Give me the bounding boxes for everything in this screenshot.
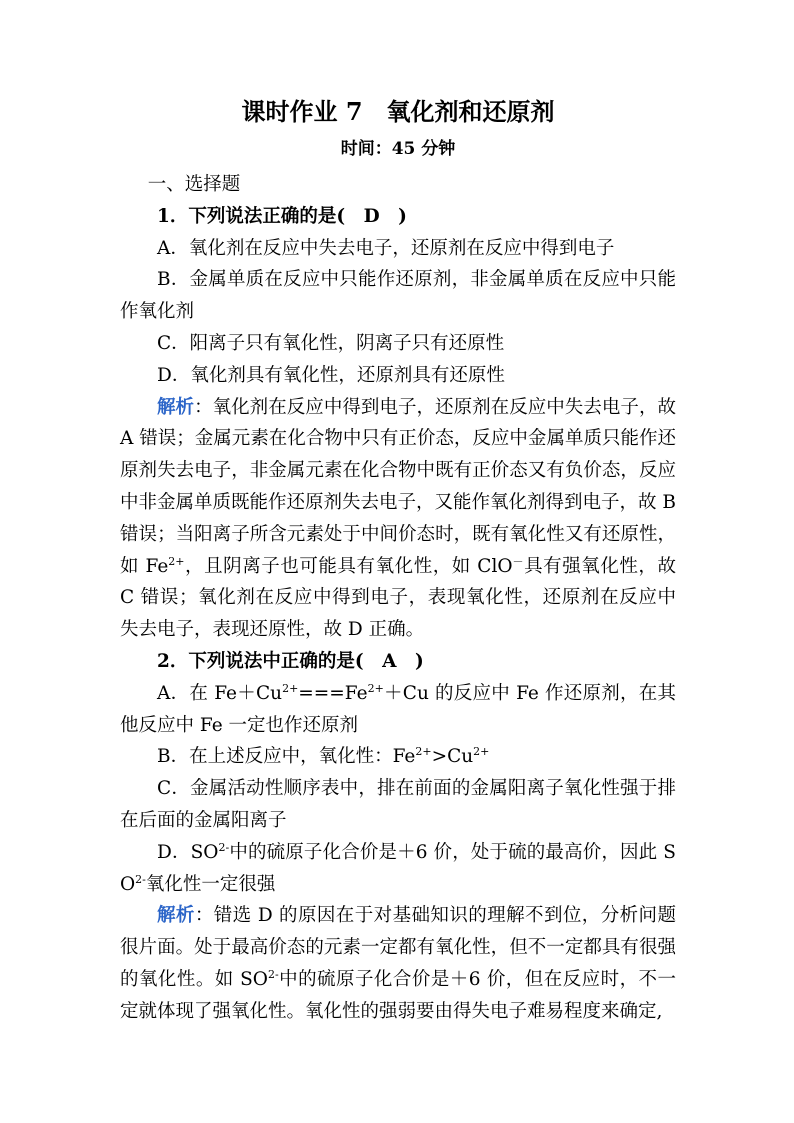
q1-option-b: B．金属单质在反应中只能作还原剂，非金属单质在反应中只能作氧化剂 [120,269,676,323]
q2-d-text-1: D．SO [157,841,219,863]
q1-analysis-label: 解析 [157,396,195,418]
q2-a-sup-1: 2+ [282,681,299,695]
q2-stem-text: 2．下列说法中正确的是( A ) [157,650,424,672]
page-title: 课时作业 7 氧化剂和还原剂 [241,97,555,126]
q2-d-sup-1: 2- [218,840,230,854]
q2-a-text-1: A．在 Fe＋Cu [157,682,283,704]
q2-option-b [120,741,676,773]
q2-analysis-label: 解析 [157,905,195,927]
q2-stem [120,646,676,678]
q2-a-text-2: ===Fe [298,682,368,704]
q2-d-text-3: 氧化性一定很强 [145,873,276,895]
q2-analysis-text-1: ：错选 D 的原因在于对基础知识的理解不到位，分析问题很片面。处于最高价态的元素一定都有氧化性，但不一定都具有很强的氧化性。如 SO [120,905,676,990]
section-heading: 一、选择题 [147,174,241,195]
q1-analysis [120,392,676,646]
q1-analysis-sup-1: 2+ [168,554,185,568]
q2-option-d [120,837,676,901]
q1-stem [120,201,676,233]
q1-option-d: D．氧化剂具有氧化性，还原剂具有还原性 [157,364,505,386]
q2-a-text-3: ＋Cu 的反应中 Fe 作还原剂，在其他反应中 Fe 一定也作还原剂 [120,682,676,736]
q2-a-sup-2: 2+ [367,681,384,695]
q1-analysis-text-1: ：氧化剂在反应中得到电子，还原剂在反应中失去电子，故 A 错误；金属元素在化合物中只有正价态，反应中金属单质只能作还原剂失去电子，非金属元素在化合物中既有正价态又有负价态，反应中非金属单质既能作还原剂失去电子，又能作氧化剂得到电子，故 B 错误；当阳离子所含元素处于中间价态时，既有氧化性又有还原性，如 Fe [120,396,676,577]
q1-analysis-sup-2: － [512,554,524,568]
q2-d-text-2: 中的硫原子化合价是＋6 价，处于硫的最高价，因此 SO [120,841,676,895]
time-limit: 时间：45 分钟 [340,139,456,159]
q2-b-text-2: >Cu [431,746,474,768]
q2-analysis-text-2: 中的硫原子化合价是＋6 价，但在反应时，不一定就体现了强氧化性。氧化性的强弱要由得失电子难易程度来确定, [120,968,676,1022]
q2-d-sup-2: 2- [135,872,146,886]
q2-option-c: C．金属活动性顺序表中，排在前面的金属阳离子氧化性强于排在后面的金属阳离子 [120,778,676,831]
q1-analysis-text-3: 具有强氧化性，故 C 错误；氧化剂在反应中得到电子，表现氧化性，还原剂在反应中失去电子，表现还原性，故 D 正确。 [120,555,676,641]
q2-b-sup-1: 2+ [415,745,432,759]
document-page [120,95,676,1028]
q1-stem-text: 1．下列说法正确的是( D ) [157,205,407,227]
q2-analysis [120,900,676,1027]
q2-option-a [120,678,676,742]
q2-b-text-1: B．在上述反应中，氧化性：Fe [157,746,416,768]
q1-option-c: C．阳离子只有氧化性，阴离子只有还原性 [157,332,505,354]
q2-b-sup-2: 2+ [473,745,490,759]
q1-analysis-text-2: ，且阴离子也可能具有氧化性，如 ClO [184,555,513,577]
q2-analysis-sup: 2- [267,967,279,981]
q1-option-a: A．氧化剂在反应中失去电子，还原剂在反应中得到电子 [157,237,615,259]
